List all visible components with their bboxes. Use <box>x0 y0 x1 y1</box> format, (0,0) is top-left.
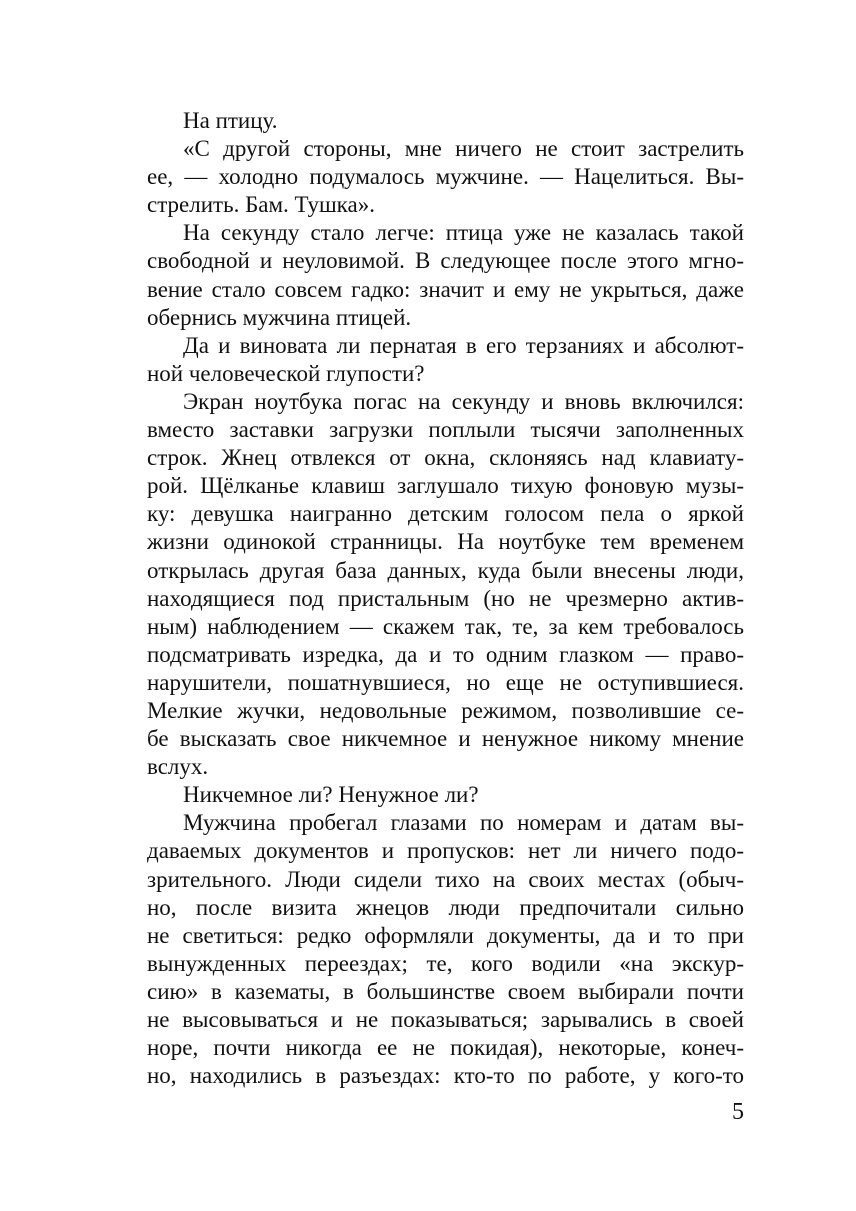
text-line: На секунду стало легче: птица уже не казалась такой <box>183 220 744 246</box>
text-line: ным) наблюдением — скажем так, те, за кем требовалось <box>147 613 744 639</box>
text-line: нарушители, пошатнувшиеся, но еще не оступившиеся. <box>147 669 744 695</box>
text-line: вынужденных переездах; те, кого водили «на экскур- <box>147 950 744 976</box>
paragraph <box>147 135 744 219</box>
text-line: строк. Жнец отвлекся от окна, склоняясь над клавиату- <box>147 445 744 471</box>
paragraph <box>147 809 744 1090</box>
text-line: но, после визита жнецов люди предпочитали сильно <box>147 894 744 920</box>
text-line: вение стало совсем гадко: значит и ему не укрыться, даже <box>147 276 744 302</box>
text-line: сию» в казематы, в большинстве своем выбирали почти <box>147 978 744 1004</box>
paragraph <box>147 388 744 781</box>
text-line: На птицу. <box>183 108 278 133</box>
text-line: обернись мужчина птицей. <box>147 304 412 330</box>
text-line: ной человеческой глупости? <box>147 360 425 386</box>
paragraph <box>147 781 744 809</box>
text-line: бе высказать свое никчемное и ненужное никому мнение <box>147 726 744 752</box>
text-line: ее, — холодно подумалось мужчине. — Нацелиться. Вы- <box>147 164 744 190</box>
text-line: находящиеся под пристальным (но не чрезмерно актив- <box>147 585 744 611</box>
paragraph <box>147 219 744 331</box>
page-number: 5 <box>732 1099 744 1125</box>
text-line: свободной и неуловимой. В следующее после этого мгно- <box>147 248 744 274</box>
text-line: вместо заставки загрузки поплыли тысячи заполненных <box>147 417 744 443</box>
text-line: зрительного. Люди сидели тихо на своих местах (обыч- <box>147 866 744 892</box>
text-line: открылась другая база данных, куда были внесены люди, <box>147 557 744 583</box>
text-line: не высовываться и не показываться; зарывались в своей <box>147 1007 744 1032</box>
text-line: даваемых документов и пропусков: нет ли ничего подо- <box>147 838 744 864</box>
text-line: стрелить. Бам. Тушка». <box>147 192 375 218</box>
text-line: подсматривать изредка, да и то одним глазком — право- <box>147 641 744 667</box>
paragraph <box>147 332 744 388</box>
text-line: жизни одинокой странницы. На ноутбуке тем временем <box>147 529 744 555</box>
text-line: ку: девушка наигранно детским голосом пела о яркой <box>147 501 744 527</box>
text-line: Мужчина пробегал глазами по номерам и датам вы- <box>183 810 744 836</box>
paragraph <box>147 107 744 135</box>
text-line: «С другой стороны, мне ничего не стоит застрелить <box>183 136 744 162</box>
text-line: Мелкие жучки, недовольные режимом, позволившие се- <box>147 697 744 723</box>
text-line: Да и виновата ли пернатая в его терзаниях и абсолют- <box>183 332 744 358</box>
text-line: вслух. <box>147 754 209 780</box>
text-line: не светиться: редко оформляли документы, да и то при <box>147 922 744 948</box>
text-line: Экран ноутбука погас на секунду и вновь включился: <box>183 388 744 414</box>
text-line: рой. Щёлканье клавиш заглушало тихую фоновую музы- <box>147 473 744 499</box>
text-line: но, находились в разъездах: кто-то по работе, у кого-то <box>147 1063 744 1089</box>
text-line: Никчемное ли? Ненужное ли? <box>183 782 479 808</box>
body-text <box>147 107 744 1090</box>
text-line: норе, почти никогда ее не покидая), некоторые, конеч- <box>147 1035 744 1061</box>
